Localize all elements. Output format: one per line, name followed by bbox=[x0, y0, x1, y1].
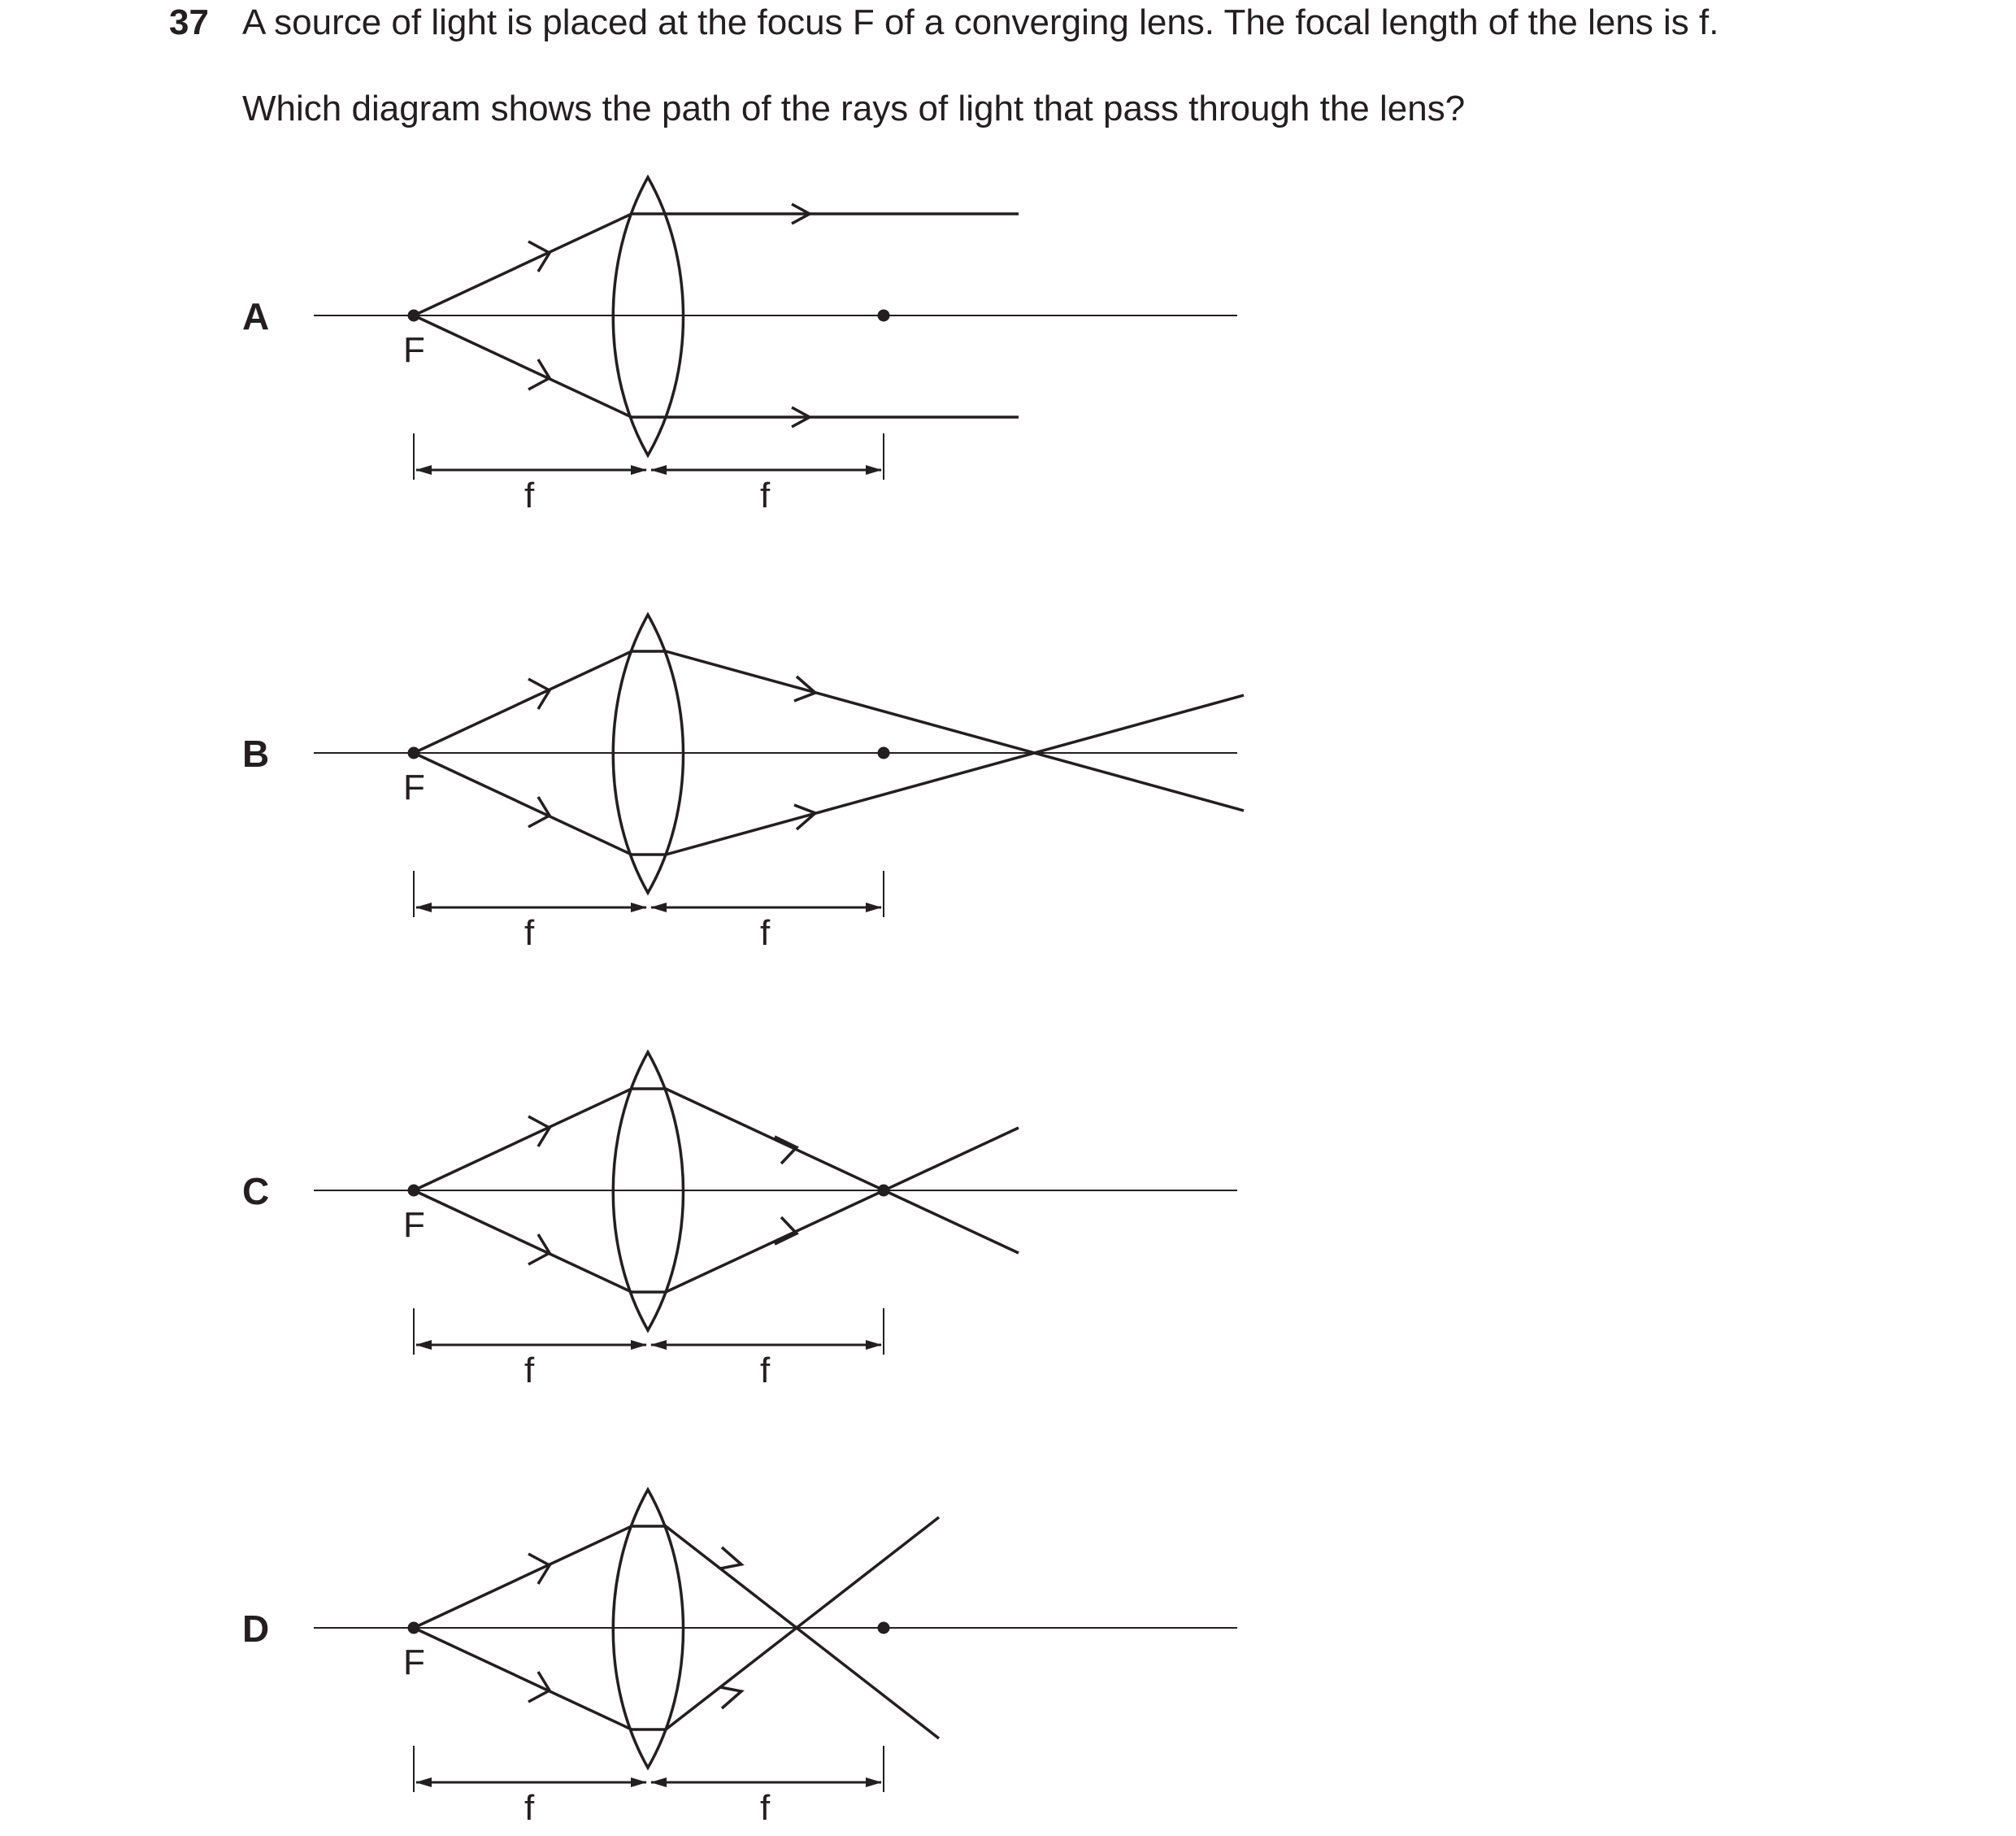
focal-length-label: f bbox=[524, 476, 535, 516]
incident-ray-upper bbox=[414, 1089, 632, 1190]
focus-label: F bbox=[403, 330, 425, 370]
focal-length-label: f bbox=[524, 1788, 535, 1828]
focus-label: F bbox=[403, 1205, 425, 1245]
direction-arrow-icon bbox=[720, 1547, 741, 1568]
option-d-diagram[interactable] bbox=[242, 1490, 1237, 1828]
option-letter: B bbox=[242, 733, 270, 775]
option-letter: D bbox=[242, 1608, 270, 1650]
focal-length-label: f bbox=[524, 913, 535, 953]
incident-ray-lower bbox=[414, 1628, 632, 1729]
refracted-ray-upper bbox=[632, 1089, 1019, 1253]
refracted-ray-lower bbox=[632, 1517, 939, 1729]
incident-ray-lower bbox=[414, 1190, 632, 1292]
focal-length-label: f bbox=[760, 1788, 771, 1828]
second-focus-point bbox=[878, 1622, 890, 1634]
question-text: A source of light is placed at the focus F of a converging lens. The focal length of the lens is f. bbox=[242, 2, 1719, 42]
question-prompt: Which diagram shows the path of the rays of light that pass through the lens? bbox=[242, 89, 1466, 128]
incident-ray-lower bbox=[414, 315, 632, 417]
refracted-ray-lower bbox=[632, 695, 1244, 855]
focal-length-label: f bbox=[760, 913, 771, 953]
second-focus-point bbox=[878, 310, 890, 322]
focus-label: F bbox=[403, 768, 425, 807]
option-b-diagram[interactable] bbox=[242, 615, 1244, 953]
refracted-ray-upper bbox=[632, 651, 1244, 811]
option-c-diagram[interactable] bbox=[242, 1052, 1237, 1390]
option-letter: C bbox=[242, 1170, 270, 1212]
refracted-ray-lower bbox=[632, 1128, 1019, 1292]
focus-label: F bbox=[403, 1642, 425, 1682]
incident-ray-upper bbox=[414, 651, 632, 753]
second-focus-point bbox=[878, 747, 890, 759]
incident-ray-upper bbox=[414, 214, 632, 315]
option-a-diagram[interactable] bbox=[242, 177, 1237, 516]
focal-length-label: f bbox=[760, 476, 771, 516]
direction-arrow-icon bbox=[720, 1687, 741, 1708]
incident-ray-lower bbox=[414, 753, 632, 855]
focal-length-label: f bbox=[524, 1351, 535, 1390]
focal-length-label: f bbox=[760, 1351, 771, 1390]
question-number: 37 bbox=[169, 2, 209, 42]
option-letter: A bbox=[242, 295, 270, 337]
refracted-ray-upper bbox=[632, 1526, 939, 1738]
incident-ray-upper bbox=[414, 1526, 632, 1628]
